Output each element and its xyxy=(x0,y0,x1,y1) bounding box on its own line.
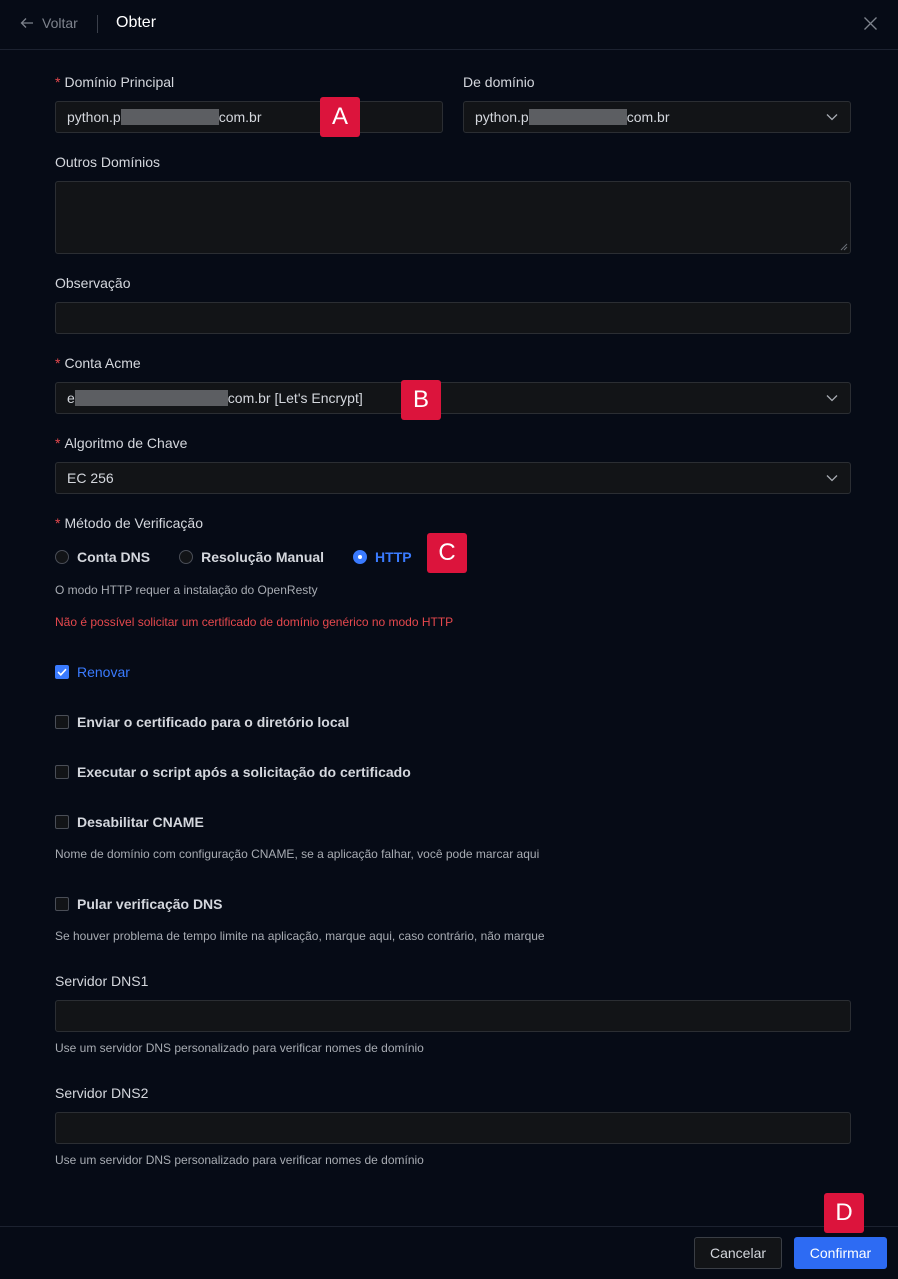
disable-cname-checkbox[interactable] xyxy=(55,814,204,830)
page-title: Obter xyxy=(116,14,157,31)
back-button[interactable] xyxy=(20,15,78,31)
checkmark-icon xyxy=(57,668,67,676)
acme-account-value-suffix: com.br [Let's Encrypt] xyxy=(227,390,363,406)
dns2-input[interactable] xyxy=(55,1112,851,1144)
annotation-badge-d: D xyxy=(824,1193,864,1233)
checkbox-box xyxy=(55,765,69,779)
domain-from-label: De domínio xyxy=(463,74,535,90)
checkbox-box xyxy=(55,665,69,679)
redacted-block xyxy=(75,390,228,406)
observation-input[interactable] xyxy=(55,302,851,334)
radio-dns-account[interactable] xyxy=(55,549,150,565)
radio-label: HTTP xyxy=(375,549,412,565)
observation-label: Observação xyxy=(55,275,131,291)
radio-label: Conta DNS xyxy=(77,549,151,565)
renew-label: Renovar xyxy=(77,664,130,680)
exec-script-checkbox[interactable] xyxy=(55,764,411,780)
primary-domain-input[interactable] xyxy=(55,101,443,133)
skip-dns-checkbox[interactable] xyxy=(55,896,223,912)
verification-method-group xyxy=(55,549,441,565)
radio-circle xyxy=(55,550,69,564)
radio-http[interactable] xyxy=(353,549,412,565)
disable-cname-help-text: Nome de domínio com configuração CNAME, se a aplicação falhar, você pode marcar aqui xyxy=(55,847,540,861)
confirm-button[interactable]: Confirmar xyxy=(794,1237,887,1269)
key-algorithm-value: EC 256 xyxy=(67,470,114,486)
resize-handle-icon[interactable] xyxy=(840,243,848,251)
primary-domain-label: * Domínio Principal xyxy=(55,74,175,90)
chevron-down-icon xyxy=(826,113,838,121)
other-domains-label: Outros Domínios xyxy=(55,154,161,170)
chevron-down-icon xyxy=(826,474,838,482)
drawer-header xyxy=(0,0,898,50)
radio-manual-resolution[interactable] xyxy=(179,549,324,565)
key-algorithm-label: * Algoritmo de Chave xyxy=(55,435,188,451)
back-label: Voltar xyxy=(42,15,78,31)
dns2-help-text: Use um servidor DNS personalizado para verificar nomes de domínio xyxy=(55,1153,424,1167)
annotation-badge-a: A xyxy=(320,97,360,137)
redacted-block xyxy=(529,109,627,125)
close-icon xyxy=(863,16,878,31)
skip-dns-help-text: Se houver problema de tempo limite na aplicação, marque aqui, caso contrário, não marque xyxy=(55,929,545,943)
close-button[interactable] xyxy=(863,16,878,34)
header-divider xyxy=(97,15,98,33)
annotation-badge-c: C xyxy=(427,533,467,573)
cancel-button[interactable]: Cancelar xyxy=(694,1237,782,1269)
verification-method-label: * Método de Verificação xyxy=(55,515,203,531)
domain-from-select[interactable] xyxy=(463,101,851,133)
dns1-help-text: Use um servidor DNS personalizado para verificar nomes de domínio xyxy=(55,1041,424,1055)
dns2-label: Servidor DNS2 xyxy=(55,1085,149,1101)
annotation-badge-b: B xyxy=(401,380,441,420)
arrow-left-icon xyxy=(20,16,34,30)
skip-dns-label: Pular verificação DNS xyxy=(77,896,223,912)
verification-error-text: Não é possível solicitar um certificado de domínio genérico no modo HTTP xyxy=(55,615,454,629)
radio-label: Resolução Manual xyxy=(201,549,325,565)
primary-domain-value-prefix: python.p xyxy=(67,109,121,125)
checkbox-box xyxy=(55,897,69,911)
push-dir-checkbox[interactable] xyxy=(55,714,349,730)
domain-from-value-suffix: com.br xyxy=(626,109,670,125)
dns1-input[interactable] xyxy=(55,1000,851,1032)
primary-domain-value-suffix: com.br xyxy=(218,109,262,125)
redacted-block xyxy=(121,109,219,125)
other-domains-textarea[interactable] xyxy=(55,181,851,254)
radio-circle xyxy=(179,550,193,564)
acme-account-select[interactable] xyxy=(55,382,851,414)
dns1-label: Servidor DNS1 xyxy=(55,973,149,989)
key-algorithm-select[interactable] xyxy=(55,462,851,494)
chevron-down-icon xyxy=(826,394,838,402)
acme-account-label: * Conta Acme xyxy=(55,355,141,371)
renew-checkbox[interactable] xyxy=(55,664,130,680)
acme-account-value-prefix: e xyxy=(67,390,75,406)
verification-help-text: O modo HTTP requer a instalação do OpenResty xyxy=(55,583,318,597)
exec-script-label: Executar o script após a solicitação do certificado xyxy=(77,764,411,780)
checkbox-box xyxy=(55,815,69,829)
checkbox-box xyxy=(55,715,69,729)
domain-from-value-prefix: python.p xyxy=(475,109,529,125)
radio-circle-selected xyxy=(353,550,367,564)
push-dir-label: Enviar o certificado para o diretório local xyxy=(77,714,350,730)
disable-cname-label: Desabilitar CNAME xyxy=(77,814,204,830)
